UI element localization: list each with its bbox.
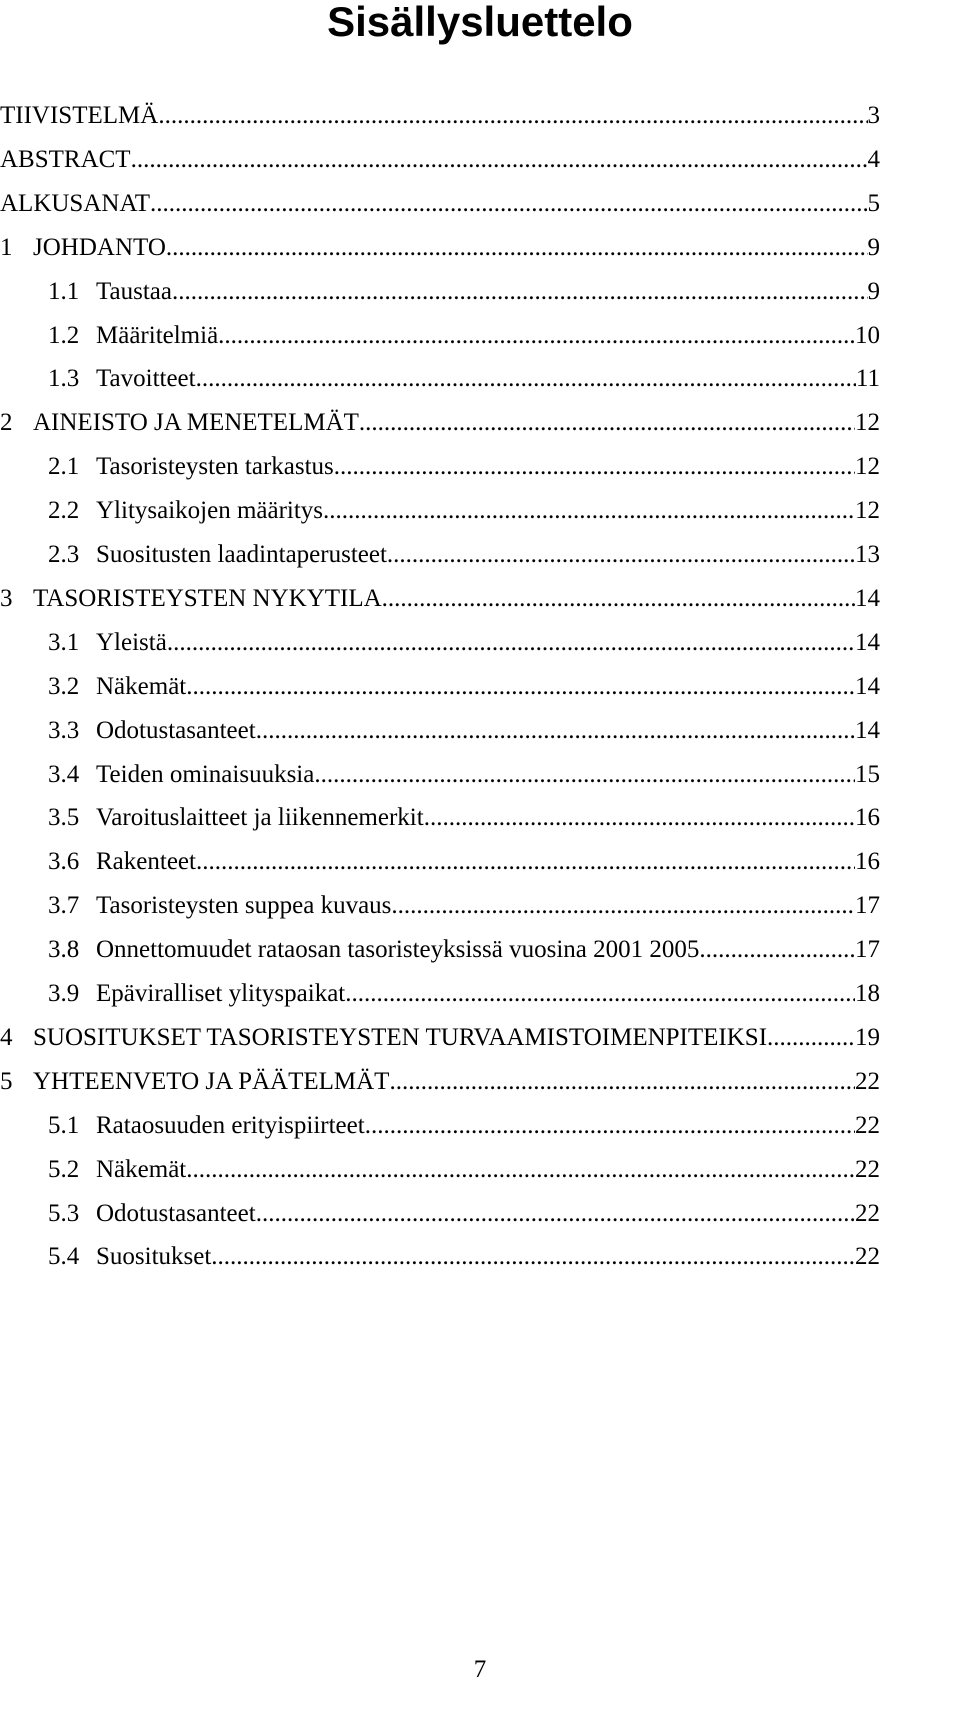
toc-dot-leader [218, 318, 855, 354]
toc-entry-title: Yleistä [96, 628, 167, 656]
toc-entry[interactable] [0, 669, 960, 705]
toc-entry[interactable] [0, 800, 960, 836]
toc-entry-page: 18 [855, 980, 880, 1007]
toc-dot-leader [699, 932, 855, 968]
toc-dot-leader [389, 1064, 855, 1100]
toc-dot-leader [196, 844, 855, 880]
toc-entry[interactable] [0, 405, 960, 441]
toc-entry[interactable] [0, 361, 960, 397]
toc-entry-title: JOHDANTO [33, 233, 166, 261]
toc-entry-title: YHTEENVETO JA PÄÄTELMÄT [33, 1067, 390, 1095]
toc-entry-page: 9 [867, 277, 880, 305]
toc-dot-leader [334, 449, 855, 485]
toc-dot-leader [359, 405, 855, 441]
toc-entry[interactable] [0, 1196, 960, 1232]
toc-dot-leader [256, 1196, 855, 1232]
toc-entry-title: Tasoristeysten suppea kuvaus [96, 892, 392, 920]
toc-entry-number: 2 [0, 409, 13, 437]
toc-entry-title: SUOSITUKSET TASORISTEYSTEN TURVAAMISTOIMENPITEIKSI [33, 1023, 768, 1051]
toc-entry-number: 2.3 [48, 541, 80, 568]
toc-entry-title: Näkemät [96, 672, 187, 700]
toc-entry[interactable] [0, 274, 960, 310]
toc-entry-title: Suositusten laadintaperusteet [96, 541, 387, 568]
toc-dot-leader [211, 1239, 855, 1275]
toc-entry-number: 3.9 [48, 980, 80, 1007]
toc-entry-number: 3.3 [48, 716, 80, 744]
toc-entry-title: Määritelmiä [96, 321, 219, 349]
toc-dot-leader [323, 493, 855, 529]
toc-entry-page: 17 [855, 892, 880, 920]
toc-entry[interactable] [0, 493, 960, 529]
toc-entry-page: 13 [855, 541, 880, 568]
toc-dot-leader [424, 800, 855, 836]
toc-dot-leader [166, 230, 868, 266]
toc-dot-leader [256, 713, 855, 749]
toc-entry-page: 16 [855, 804, 880, 832]
toc-entry-page: 14 [855, 628, 880, 656]
toc-entry-title: AINEISTO JA MENETELMÄT [33, 409, 359, 437]
toc-dot-leader [365, 1108, 855, 1144]
toc-dot-leader [172, 274, 868, 310]
toc-entry-number: 1.2 [48, 321, 80, 349]
toc-entry-page: 16 [855, 848, 880, 876]
toc-entry-number: 3.1 [48, 628, 80, 656]
toc-entry-page: 22 [855, 1199, 880, 1227]
toc-entry-title: Rataosuuden erityispiirteet [96, 1111, 365, 1139]
toc-dot-leader [391, 888, 855, 924]
toc-entry-page: 17 [855, 936, 880, 964]
toc-entry[interactable] [0, 844, 960, 880]
toc-entry-title: TIIVISTELMÄ [0, 102, 159, 129]
toc-entry-number: 3.8 [48, 936, 80, 964]
toc-entry-number: 3.4 [48, 760, 80, 788]
toc-entry-number: 1.1 [48, 277, 80, 305]
toc-entry-page: 12 [855, 453, 880, 481]
toc-dot-leader [767, 1020, 855, 1056]
toc-entry-title: Tasoristeysten tarkastus [96, 453, 334, 481]
toc-entry-title: Epäviralliset ylityspaikat [96, 980, 346, 1007]
toc-entry-number: 5.2 [48, 1155, 80, 1183]
toc-dot-leader [150, 186, 868, 222]
toc-entry-number: 4 [0, 1023, 13, 1051]
toc-dot-leader [382, 581, 855, 617]
toc-entry[interactable] [0, 98, 960, 134]
toc-entry[interactable] [0, 976, 960, 1012]
toc-entry-number: 5.4 [48, 1243, 80, 1271]
toc-entry-page: 4 [867, 145, 880, 173]
toc-entry-title: Taustaa [96, 277, 172, 305]
toc-entry[interactable] [0, 625, 960, 661]
toc-entry-number: 5.1 [48, 1111, 80, 1139]
toc-entry-page: 22 [855, 1111, 880, 1139]
toc-entry-title: ABSTRACT [0, 145, 131, 173]
toc-entry-number: 3.5 [48, 804, 80, 832]
toc-entry[interactable] [0, 1020, 960, 1056]
toc-entry-page: 14 [855, 584, 880, 612]
toc-entry[interactable] [0, 1152, 960, 1188]
toc-entry[interactable] [0, 318, 960, 354]
toc-entry-title: Onnettomuudet rataosan tasoristeyksissä vuosina 2001 2005 [96, 936, 700, 964]
toc-entry-number: 1.3 [48, 365, 80, 393]
toc-entry-number: 1 [0, 233, 13, 261]
toc-entry[interactable] [0, 537, 960, 573]
toc-entry[interactable] [0, 186, 960, 222]
toc-entry-title: Odotustasanteet [96, 1199, 256, 1227]
toc-entry-page: 19 [855, 1023, 880, 1051]
toc-entry-page: 14 [855, 716, 880, 744]
page-title: Sisällysluettelo [327, 0, 633, 45]
toc-entry[interactable] [0, 142, 960, 178]
toc-dot-leader [186, 1152, 855, 1188]
toc-entry-page: 12 [855, 409, 880, 437]
toc-entry[interactable] [0, 757, 960, 793]
toc-entry-title: Varoituslaitteet ja liikennemerkit [96, 804, 424, 832]
toc-entry-page: 22 [855, 1243, 880, 1271]
toc-dot-leader [314, 757, 855, 793]
toc-entry-page: 5 [867, 189, 880, 217]
toc-dot-leader [131, 142, 868, 178]
toc-entry-page: 14 [855, 672, 880, 700]
toc-entry[interactable] [0, 230, 960, 266]
toc-entry[interactable] [0, 1064, 960, 1100]
toc-entry-title: Teiden ominaisuuksia [96, 760, 315, 788]
toc-entry[interactable] [0, 888, 960, 924]
toc-entry-title: ALKUSANAT [0, 189, 150, 217]
toc-entry-page: 10 [855, 321, 880, 349]
toc-dot-leader [345, 976, 855, 1012]
page-number: 7 [473, 1656, 487, 1683]
toc-entry-page: 22 [855, 1067, 880, 1095]
toc-entry[interactable] [0, 713, 960, 749]
toc-entry-page: 12 [855, 497, 880, 525]
toc-entry[interactable] [0, 932, 960, 968]
toc-entry-number: 3 [0, 584, 13, 612]
toc-entry-number: 3.2 [48, 672, 80, 700]
toc-entry-title: Näkemät [96, 1155, 187, 1183]
toc-entry-number: 5.3 [48, 1199, 80, 1227]
toc-entry-page: 9 [867, 233, 880, 261]
toc-entry-title: Ylitysaikojen määritys [96, 497, 324, 525]
toc-entry-title: TASORISTEYSTEN NYKYTILA [33, 584, 382, 612]
toc-dot-leader [387, 537, 855, 573]
toc-entry[interactable] [0, 581, 960, 617]
toc-entry-number: 3.6 [48, 848, 80, 876]
toc-entry-title: Tavoitteet [96, 365, 196, 393]
toc-entry[interactable] [0, 1108, 960, 1144]
toc-entry-number: 5 [0, 1067, 13, 1095]
toc-entry-number: 2.2 [48, 497, 80, 525]
toc-entry-title: Suositukset [96, 1243, 212, 1271]
toc-entry-page: 3 [867, 102, 880, 129]
toc-dot-leader [186, 669, 855, 705]
toc-entry-title: Rakenteet [96, 848, 196, 876]
toc-entry[interactable] [0, 1239, 960, 1275]
toc-entry-title: Odotustasanteet [96, 716, 256, 744]
toc-entry-number: 3.7 [48, 892, 80, 920]
toc-entry-page: 15 [855, 760, 880, 788]
toc-entry-number: 2.1 [48, 453, 80, 481]
toc-entry[interactable] [0, 449, 960, 485]
toc-dot-leader [167, 625, 855, 661]
toc-entry-page: 22 [855, 1155, 880, 1183]
toc-entry-page: 11 [855, 365, 880, 393]
toc-dot-leader [158, 98, 867, 134]
toc-dot-leader [196, 361, 856, 397]
